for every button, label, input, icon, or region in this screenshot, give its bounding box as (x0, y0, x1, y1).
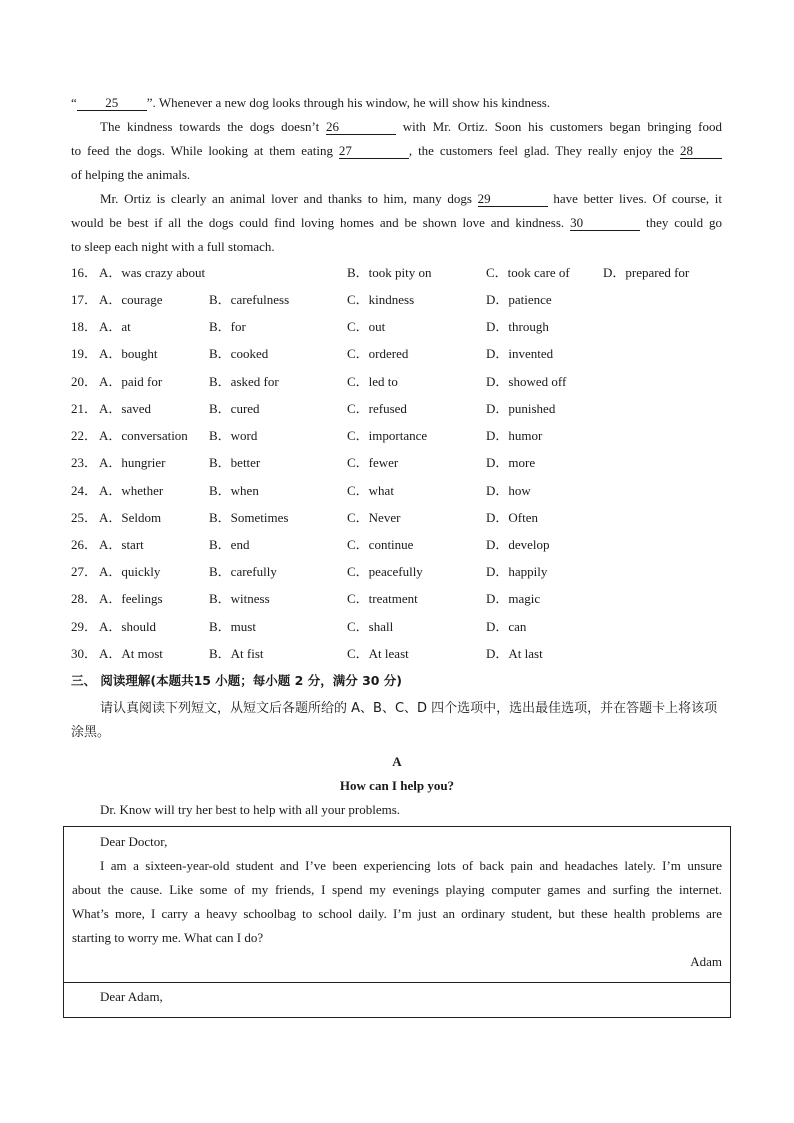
quote-mark: “ (71, 95, 77, 110)
option-c[interactable]: C．Never (347, 510, 401, 525)
question-19 (71, 345, 751, 363)
option-b[interactable]: B．took pity on (347, 265, 432, 280)
article-label: A (392, 754, 402, 769)
blank-25: 25 (77, 96, 147, 111)
option-a[interactable]: A．should (99, 619, 157, 634)
option-a[interactable]: A．Seldom (99, 510, 162, 525)
option-c[interactable]: C．shall (347, 619, 394, 634)
article-title: How can I help you? (339, 778, 455, 793)
question-22 (71, 427, 751, 445)
passage-text: , the customers feel glad. They really enjoy the (408, 143, 675, 158)
passage-text: ”. Whenever a new dog looks through his window, he will show his kindness. (146, 95, 551, 110)
option-d[interactable]: D．magic (486, 591, 541, 606)
passage-line-2 (100, 118, 722, 136)
option-c[interactable]: C．took care of (486, 265, 570, 280)
option-d[interactable]: D．patience (486, 292, 552, 307)
option-c[interactable]: C．treatment (347, 591, 418, 606)
option-b[interactable]: B．must (209, 619, 256, 634)
question-number: 22． (71, 428, 98, 443)
option-b[interactable]: B．cured (209, 401, 260, 416)
question-number: 28． (71, 591, 98, 606)
passage-text: to sleep each night with a full stomach. (71, 239, 275, 254)
option-b[interactable]: B．cooked (209, 346, 269, 361)
article-intro: Dr. Know will try her best to help with all your problems. (100, 802, 401, 817)
question-20 (71, 373, 751, 391)
option-a[interactable]: A．courage (99, 292, 163, 307)
option-c[interactable]: C．fewer (347, 455, 399, 470)
passage-text: have better lives. Of course, it (553, 191, 723, 206)
passage-text: of helping the animals. (71, 167, 191, 182)
question-number: 23． (71, 455, 98, 470)
question-27 (71, 563, 751, 581)
option-a[interactable]: A．conversation (99, 428, 188, 443)
option-b[interactable]: B．carefulness (209, 292, 290, 307)
passage-line-6 (71, 214, 722, 232)
option-d[interactable]: D．more (486, 455, 536, 470)
option-c[interactable]: C．continue (347, 537, 414, 552)
question-18 (71, 318, 751, 336)
option-d[interactable]: D．Often (486, 510, 538, 525)
letter-box (63, 826, 731, 1018)
option-b[interactable]: B．witness (209, 591, 270, 606)
option-d[interactable]: D．punished (486, 401, 556, 416)
option-c[interactable]: C．what (347, 483, 394, 498)
letter-signature: Adam (690, 954, 722, 969)
question-number: 24． (71, 483, 98, 498)
option-b[interactable]: B．asked for (209, 374, 279, 389)
option-c[interactable]: C．kindness (347, 292, 415, 307)
question-24 (71, 482, 751, 500)
passage-line-7 (71, 238, 722, 256)
option-c[interactable]: C．led to (347, 374, 398, 389)
option-a[interactable]: A．At most (99, 646, 163, 661)
question-29 (71, 618, 751, 636)
option-d[interactable]: D．through (486, 319, 549, 334)
question-25 (71, 509, 751, 527)
option-b[interactable]: B．better (209, 455, 261, 470)
passage-line-5 (100, 190, 722, 208)
option-a[interactable]: A．paid for (99, 374, 163, 389)
option-a[interactable]: A．feelings (99, 591, 163, 606)
question-number: 21． (71, 401, 98, 416)
option-b[interactable]: B．when (209, 483, 259, 498)
option-d[interactable]: D．showed off (486, 374, 567, 389)
option-d[interactable]: D．At last (486, 646, 543, 661)
letter-line-3: What’s more, I carry a heavy schoolbag to school daily. I’m just an ordinary student, but these health problems are (72, 906, 722, 921)
blank-27: 27 (339, 144, 409, 159)
option-d[interactable]: D．happily (486, 564, 548, 579)
blank-30: 30 (570, 216, 640, 231)
option-c[interactable]: C．out (347, 319, 386, 334)
question-number: 30． (71, 646, 98, 661)
option-a[interactable]: A．saved (99, 401, 151, 416)
option-b[interactable]: B．end (209, 537, 250, 552)
question-number: 26． (71, 537, 98, 552)
letter-divider (64, 982, 730, 983)
question-number: 16． (71, 265, 98, 280)
question-26 (71, 536, 751, 554)
section-instruction: 请认真阅读下列短文，从短文后各题所给的 A、B、C、D 四个选项中，选出最佳选项，并在答题卡上将该项涂黑。 (71, 701, 718, 740)
option-a[interactable]: A．whether (99, 483, 164, 498)
option-a[interactable]: A．start (99, 537, 144, 552)
question-number: 29． (71, 619, 98, 634)
passage-text: to feed the dogs. While looking at them eating (71, 143, 333, 158)
option-c[interactable]: C．importance (347, 428, 428, 443)
option-a[interactable]: A．hungrier (99, 455, 166, 470)
option-c[interactable]: C．At least (347, 646, 409, 661)
letter-line-2: about the cause. Like some of my friends, I spend my evenings playing computer games and surfing the internet. (72, 882, 722, 897)
blank-29: 29 (478, 192, 548, 207)
option-a[interactable]: A．quickly (99, 564, 161, 579)
passage-line-3 (71, 142, 722, 160)
option-a[interactable]: A．bought (99, 346, 158, 361)
option-d[interactable]: D．can (486, 619, 527, 634)
section-heading: 三、 阅读理解(本题共15 小题；每小题 2 分，满分 30 分) (71, 673, 403, 688)
option-d[interactable]: D．prepared for (603, 265, 690, 280)
question-number: 27． (71, 564, 98, 579)
question-number: 25． (71, 510, 98, 525)
passage-text: Mr. Ortiz is clearly an animal lover and thanks to him, many dogs (100, 191, 472, 206)
option-a[interactable]: A．at (99, 319, 131, 334)
option-b[interactable]: B．for (209, 319, 246, 334)
option-d[interactable]: D．humor (486, 428, 543, 443)
option-b[interactable]: B．At fist (209, 646, 264, 661)
question-28 (71, 590, 751, 608)
option-b[interactable]: B．carefully (209, 564, 277, 579)
passage-text: they could go (645, 215, 723, 230)
option-b[interactable]: B．Sometimes (209, 510, 289, 525)
option-a[interactable]: A．was crazy about (99, 265, 206, 280)
letter-line-1: I am a sixteen-year-old student and I’ve been experiencing lots of back pain and headaches lately. I’m unsure (100, 858, 722, 873)
reply-greeting: Dear Adam, (100, 989, 163, 1004)
question-number: 20． (71, 374, 98, 389)
passage-line-4 (71, 166, 722, 184)
question-number: 18． (71, 319, 98, 334)
passage-text: The kindness towards the dogs doesn’t (100, 119, 320, 134)
option-b[interactable]: B．word (209, 428, 258, 443)
passage-text: with Mr. Ortiz. Soon his customers began bringing food (402, 119, 723, 134)
option-d[interactable]: D．develop (486, 537, 550, 552)
option-c[interactable]: C．peacefully (347, 564, 423, 579)
question-number: 17． (71, 292, 98, 307)
letter-line-4: starting to worry me. What can I do? (72, 930, 264, 945)
option-d[interactable]: D．invented (486, 346, 554, 361)
option-d[interactable]: D．how (486, 483, 531, 498)
question-23 (71, 454, 751, 472)
blank-28: 28 (680, 144, 722, 159)
question-number: 19． (71, 346, 98, 361)
passage-text: would be best if all the dogs could find loving homes and be shown love and kindness. (71, 215, 565, 230)
passage-line-1 (71, 94, 722, 112)
question-21 (71, 400, 751, 418)
question-30 (71, 645, 751, 663)
blank-26: 26 (326, 120, 396, 135)
question-16 (71, 264, 751, 282)
option-c[interactable]: C．refused (347, 401, 407, 416)
letter-greeting: Dear Doctor, (100, 834, 168, 849)
question-17 (71, 291, 751, 309)
option-c[interactable]: C．ordered (347, 346, 409, 361)
